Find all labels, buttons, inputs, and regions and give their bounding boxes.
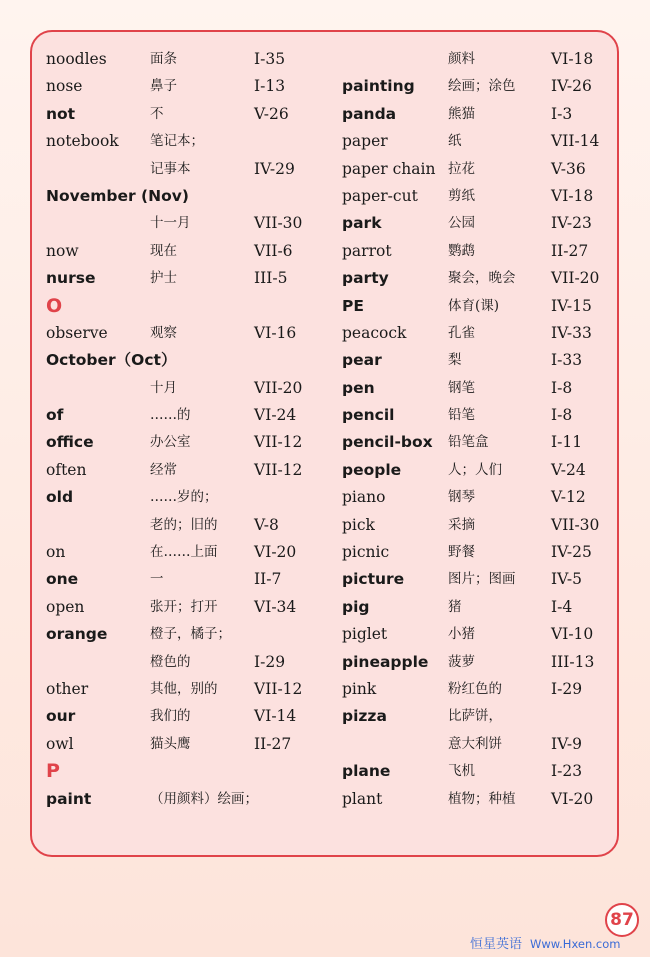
entry-translation: 小猪 (448, 626, 475, 643)
entry-translation: 十一月 (150, 215, 191, 232)
entry-word: October（Oct） (46, 351, 177, 370)
vocab-entry (342, 183, 612, 210)
vocab-entry (46, 484, 331, 511)
letter-heading: P (46, 760, 60, 783)
entry-translation: 颜料 (448, 51, 475, 67)
entry-word: notebook (46, 132, 119, 151)
vocab-entry (342, 457, 612, 484)
vocab-entry (46, 128, 331, 155)
entry-word: owl (46, 734, 74, 753)
entry-unit-ref: I-33 (551, 351, 583, 370)
entry-unit-ref: VI-16 (254, 323, 297, 342)
entry-unit-ref: VII-12 (254, 433, 303, 452)
entry-translation: 老的；旧的 (150, 516, 218, 533)
entry-word: paper (342, 132, 388, 151)
entry-word: paper chain (342, 159, 436, 178)
entry-unit-ref: VI-20 (254, 543, 297, 562)
entry-translation: 纸 (448, 133, 462, 150)
vocab-entry (46, 649, 331, 676)
entry-translation: 护士 (150, 270, 177, 287)
entry-translation: 采摘 (448, 516, 475, 533)
entry-unit-ref: IV-9 (551, 734, 582, 753)
vocab-entry (46, 156, 331, 183)
entry-word: pear (342, 351, 382, 370)
entry-translation: 橙色的 (150, 653, 191, 670)
footer-watermark[interactable] (470, 933, 620, 952)
entry-unit-ref: I-3 (551, 104, 573, 123)
letter-heading: O (46, 294, 63, 317)
vocab-entry (342, 238, 612, 265)
vocab-entry (342, 758, 612, 785)
entry-unit-ref: VII-30 (551, 515, 600, 534)
entry-word: not (46, 104, 76, 123)
entry-word: November (Nov) (46, 186, 189, 205)
entry-translation: 面条 (150, 51, 177, 67)
entry-translation: 粉红色的 (448, 680, 502, 697)
vocab-entry (342, 375, 612, 402)
entry-translation: 剪纸 (448, 187, 475, 204)
entry-translation: 绘画；涂色 (448, 78, 516, 95)
entry-translation: ……的 (150, 407, 191, 424)
entry-word: other (46, 679, 89, 698)
entry-word: paint (46, 789, 92, 808)
entry-translation: 比萨饼， (448, 708, 502, 725)
entry-unit-ref: V-24 (551, 460, 586, 479)
entry-translation: 植物；种植 (448, 790, 516, 807)
entry-word: observe (46, 323, 108, 342)
entry-translation: 拉花 (448, 160, 475, 177)
entry-word: pizza (342, 707, 387, 726)
page-number-badge: 87 (605, 903, 639, 937)
entry-unit-ref: VII-14 (551, 132, 600, 151)
entry-unit-ref: I-11 (551, 433, 583, 452)
entry-translation: 不 (150, 105, 164, 122)
entry-translation: 鼻子 (150, 78, 177, 95)
entry-unit-ref: VII-6 (254, 241, 293, 260)
entry-translation: 在……上面 (150, 544, 218, 561)
vocab-entry (342, 621, 612, 648)
entry-translation: 飞机 (448, 763, 475, 780)
vocab-entry (46, 402, 331, 429)
entry-word: piglet (342, 625, 388, 644)
entry-word: park (342, 214, 382, 233)
entry-word: picture (342, 570, 405, 589)
vocab-entry (46, 429, 331, 456)
entry-translation: 钢琴 (448, 489, 475, 506)
entry-unit-ref: V-8 (254, 515, 279, 534)
vocab-entry (342, 347, 612, 374)
vocab-entry (342, 101, 612, 128)
vocab-entry (46, 731, 331, 758)
entry-unit-ref: VI-18 (551, 186, 594, 205)
entry-unit-ref: II-7 (254, 570, 282, 589)
entry-word: often (46, 460, 87, 479)
vocab-entry (342, 402, 612, 429)
entry-unit-ref: VI-10 (551, 625, 594, 644)
entry-translation: 我们的 (150, 708, 191, 725)
vocab-entry (342, 512, 612, 539)
entry-translation: 体育(课) (448, 297, 500, 314)
letter-heading-row (46, 293, 331, 320)
entry-unit-ref: V-12 (551, 488, 586, 507)
vocabulary-card (30, 30, 619, 857)
vocab-entry (46, 786, 331, 813)
entry-unit-ref: II-27 (551, 241, 589, 260)
entry-word: nurse (46, 269, 96, 288)
entry-word: panda (342, 104, 397, 123)
vocab-entry (342, 594, 612, 621)
vocab-entry (46, 73, 331, 100)
entry-translation: 笔记本； (150, 133, 204, 150)
entry-translation: 办公室 (150, 434, 191, 451)
entry-word: PE (342, 296, 364, 315)
entry-word: office (46, 433, 94, 452)
entry-translation: 张开；打开 (150, 598, 218, 615)
entry-word: people (342, 460, 402, 479)
entry-translation: 人；人们 (448, 461, 502, 478)
entry-translation: 猫头鹰 (150, 735, 191, 752)
entry-unit-ref: IV-26 (551, 77, 592, 96)
vocab-entry (342, 731, 612, 758)
entry-word: one (46, 570, 79, 589)
right-column (342, 46, 612, 813)
entry-unit-ref: VII-12 (254, 679, 303, 698)
entry-unit-ref: VII-20 (254, 378, 303, 397)
entry-translation: 其他，别的 (150, 680, 218, 697)
entry-translation: 猪 (448, 598, 462, 615)
vocab-entry (342, 320, 612, 347)
entry-word: pineapple (342, 652, 429, 671)
vocab-entry (342, 46, 612, 73)
entry-word: paper-cut (342, 186, 418, 205)
entry-unit-ref: VI-14 (254, 707, 297, 726)
entry-word: plant (342, 789, 383, 808)
entry-translation: 现在 (150, 242, 177, 259)
entry-unit-ref: III-5 (254, 269, 288, 288)
vocab-entry (46, 347, 331, 374)
entry-word: piano (342, 488, 386, 507)
entry-translation: 十月 (150, 379, 177, 396)
entry-word: pig (342, 597, 370, 616)
entry-word: pencil (342, 406, 395, 425)
entry-unit-ref: II-27 (254, 734, 292, 753)
entry-translation: ……岁的； (150, 489, 218, 506)
vocab-entry (342, 649, 612, 676)
entry-unit-ref: V-26 (254, 104, 289, 123)
entry-translation: 梨 (448, 352, 462, 369)
entry-word: of (46, 406, 64, 425)
entry-translation: 菠萝 (448, 653, 475, 670)
vocab-entry (46, 594, 331, 621)
vocab-entry (342, 539, 612, 566)
entry-unit-ref: IV-15 (551, 296, 592, 315)
entry-unit-ref: VII-20 (551, 269, 600, 288)
entry-unit-ref: IV-33 (551, 323, 592, 342)
entry-unit-ref: I-13 (254, 77, 286, 96)
entry-word: open (46, 597, 85, 616)
vocab-entry (342, 566, 612, 593)
entry-word: on (46, 543, 66, 562)
entry-word: pink (342, 679, 377, 698)
left-column (46, 46, 331, 813)
entry-unit-ref: V-36 (551, 159, 586, 178)
entry-word: old (46, 488, 74, 507)
entry-word: nose (46, 77, 83, 96)
entry-translation: 公园 (448, 215, 475, 232)
entry-translation: 铅笔盒 (448, 434, 489, 451)
vocab-entry (46, 320, 331, 347)
vocab-entry (342, 210, 612, 237)
entry-translation: 鹦鹉 (448, 242, 475, 259)
vocab-entry (342, 156, 612, 183)
entry-unit-ref: I-8 (551, 406, 573, 425)
vocab-entry (46, 457, 331, 484)
entry-word: parrot (342, 241, 392, 260)
vocab-entry (46, 46, 331, 73)
entry-word: painting (342, 77, 415, 96)
entry-unit-ref: VI-24 (254, 406, 297, 425)
vocab-entry (46, 621, 331, 648)
vocab-entry (342, 293, 612, 320)
entry-translation: 图片；图画 (448, 571, 516, 588)
vocab-entry (46, 566, 331, 593)
entry-word: peacock (342, 323, 407, 342)
vocab-entry (46, 375, 331, 402)
entry-unit-ref: I-4 (551, 597, 573, 616)
vocab-entry (342, 703, 612, 730)
vocab-entry (46, 265, 331, 292)
entry-word: pencil-box (342, 433, 433, 452)
entry-word: picnic (342, 543, 390, 562)
vocab-entry (342, 676, 612, 703)
vocab-entry (46, 539, 331, 566)
entry-word: party (342, 269, 389, 288)
entry-unit-ref: I-23 (551, 762, 583, 781)
entry-translation: 孔雀 (448, 324, 475, 341)
entry-word: now (46, 241, 79, 260)
entry-word: plane (342, 762, 391, 781)
entry-unit-ref: I-29 (551, 679, 583, 698)
entry-word: noodles (46, 50, 107, 68)
vocab-entry (46, 101, 331, 128)
entry-translation: 经常 (150, 461, 177, 478)
footer-brand: 恒星英语 (470, 937, 523, 952)
entry-translation: 熊猫 (448, 105, 475, 122)
entry-unit-ref: III-13 (551, 652, 595, 671)
entry-word: our (46, 707, 76, 726)
vocab-entry (342, 786, 612, 813)
entry-translation: 钢笔 (448, 379, 475, 396)
entry-word: pen (342, 378, 375, 397)
entry-word: orange (46, 625, 108, 644)
vocab-entry (342, 73, 612, 100)
vocab-entry (342, 128, 612, 155)
vocab-entry (46, 238, 331, 265)
vocab-entry (46, 512, 331, 539)
entry-unit-ref: VII-30 (254, 214, 303, 233)
vocab-entry (46, 183, 331, 210)
entry-unit-ref: I-29 (254, 652, 286, 671)
entry-translation: 野餐 (448, 544, 475, 561)
entry-unit-ref: I-35 (254, 50, 286, 68)
entry-translation: 聚会，晚会 (448, 270, 516, 287)
entry-translation: （用颜料）绘画； (150, 790, 258, 807)
vocab-entry (342, 484, 612, 511)
entry-translation: 一 (150, 571, 164, 588)
vocab-entry (46, 676, 331, 703)
entry-word: pick (342, 515, 375, 534)
entry-unit-ref: IV-5 (551, 570, 582, 589)
entry-unit-ref: VI-18 (551, 50, 594, 68)
entry-unit-ref: VI-34 (254, 597, 297, 616)
vocab-entry (342, 429, 612, 456)
vocab-entry (46, 703, 331, 730)
entry-translation: 橙子，橘子； (150, 626, 231, 643)
entry-unit-ref: VII-12 (254, 460, 303, 479)
footer-url[interactable]: Www.Hxen.com (530, 937, 621, 951)
entry-unit-ref: I-8 (551, 378, 573, 397)
entry-unit-ref: IV-25 (551, 543, 592, 562)
letter-heading-row (46, 758, 331, 785)
entry-unit-ref: IV-29 (254, 159, 295, 178)
vocab-entry (342, 265, 612, 292)
entry-unit-ref: VI-20 (551, 789, 594, 808)
entry-translation: 观察 (150, 324, 177, 341)
vocab-entry (46, 210, 331, 237)
entry-unit-ref: IV-23 (551, 214, 592, 233)
entry-translation: 记事本 (150, 160, 191, 177)
entry-translation: 意大利饼 (448, 735, 502, 752)
entry-translation: 铅笔 (448, 407, 475, 424)
